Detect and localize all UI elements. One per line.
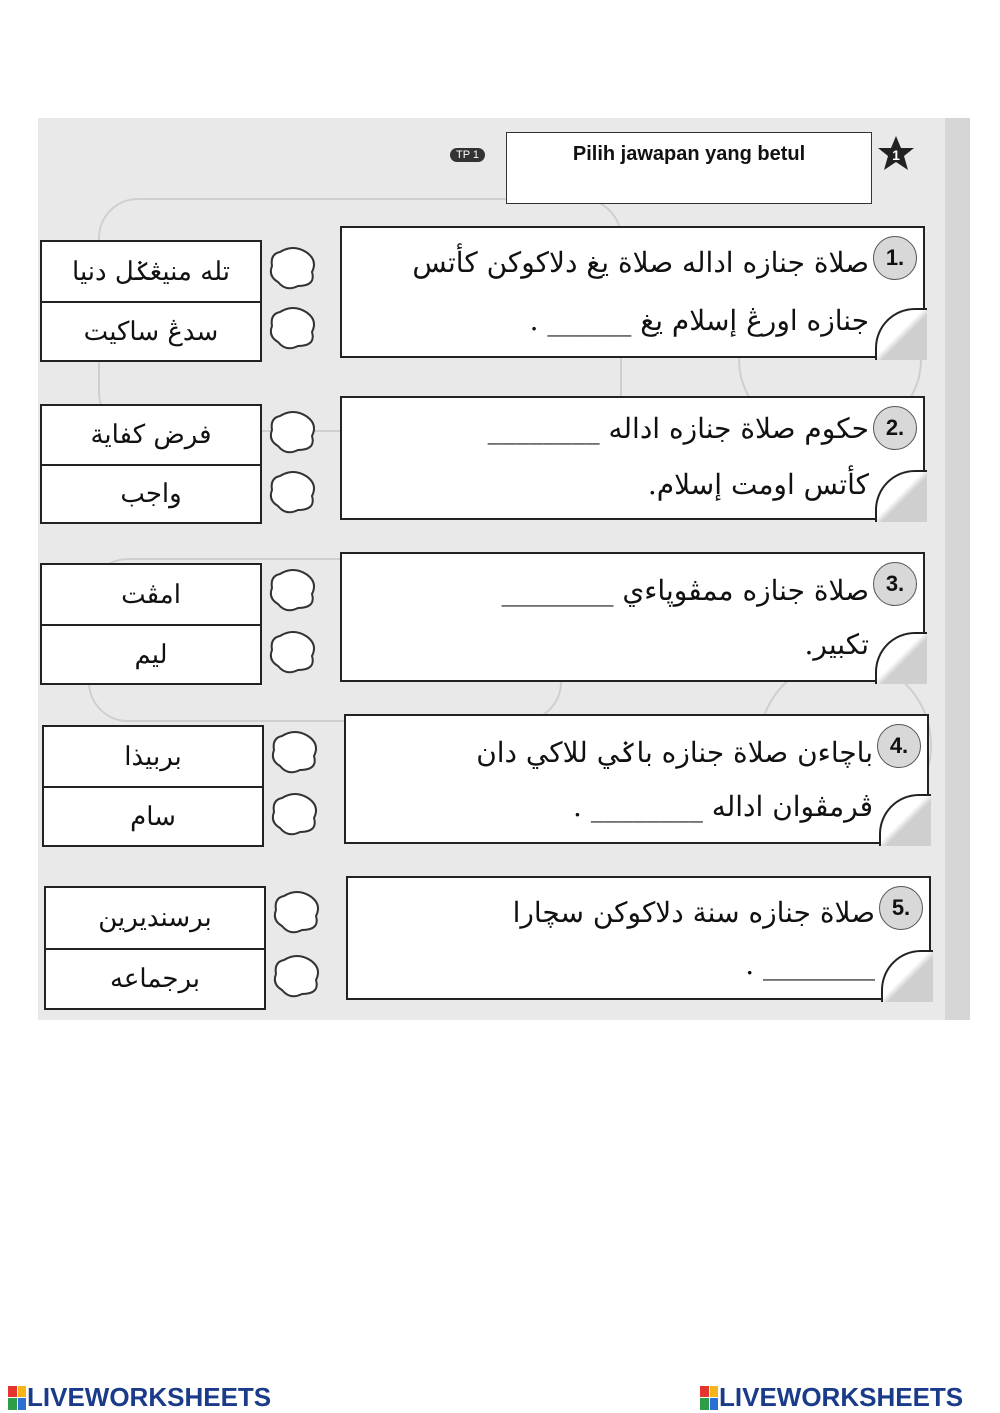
question-line: تكبير.	[804, 628, 869, 661]
page-curl-decoration	[875, 470, 927, 522]
question-line: باچاءن صلاة جنازه باݢي للاكي دان	[476, 736, 873, 769]
answer-bubble[interactable]	[270, 730, 320, 774]
question-number: 4.	[877, 724, 921, 768]
answer-bubble[interactable]	[268, 568, 318, 612]
answer-bubble[interactable]	[268, 410, 318, 454]
answer-bubble[interactable]	[268, 246, 318, 290]
answer-bubble[interactable]	[272, 890, 322, 934]
answer-options-5	[44, 886, 266, 1010]
svg-text:1: 1	[892, 147, 900, 163]
question-number: 3.	[873, 562, 917, 606]
question-line: صلاة جنازه سنة دلاكوكن سچارا	[512, 896, 875, 929]
question-line: صلاة جنازه اداله صلاة يغ دلاكوكن كأتس	[412, 246, 869, 279]
footer-logo-left	[8, 1382, 271, 1413]
question-box-4	[344, 714, 929, 844]
page-curl-decoration	[881, 950, 933, 1002]
question-box-5	[346, 876, 931, 1000]
answer-option[interactable]: سدڠ ساكيت	[42, 301, 260, 360]
question-box-2	[340, 396, 925, 520]
answer-options-3	[40, 563, 262, 685]
footer-logo-text: LIVEWORKSHEETS	[27, 1382, 272, 1412]
question-number: 1.	[873, 236, 917, 280]
footer-logo-text: LIVEWORKSHEETS	[719, 1382, 964, 1412]
scan-edge-shadow	[945, 118, 970, 1020]
question-box-1	[340, 226, 925, 358]
answer-option[interactable]: برجماعه	[46, 948, 264, 1008]
question-line: كأتس اومت إسلام.	[647, 468, 869, 501]
question-line: ________ .	[745, 948, 875, 981]
page-curl-decoration	[875, 632, 927, 684]
page-curl-decoration	[875, 308, 927, 360]
page-curl-decoration	[879, 794, 931, 846]
liveworksheets-logo-icon	[8, 1386, 26, 1410]
question-box-3	[340, 552, 925, 682]
worksheet-star-icon	[876, 134, 916, 174]
question-line: صلاة جنازه ممڤوڽاءي ________	[501, 574, 869, 607]
answer-option[interactable]: فرض كفاية	[90, 420, 212, 450]
answer-bubble[interactable]	[268, 630, 318, 674]
answer-bubble[interactable]	[270, 792, 320, 836]
answer-options-2	[40, 404, 262, 524]
answer-option[interactable]: امڤت	[121, 579, 181, 610]
tp-badge: TP 1	[450, 148, 485, 162]
answer-bubble[interactable]	[268, 470, 318, 514]
question-line: جنازه اورڠ إسلام يغ ______ .	[529, 304, 869, 337]
instruction-text: Pilih jawapan yang betul	[572, 143, 806, 165]
question-line: حكوم صلاة جنازه اداله ________	[487, 412, 869, 445]
answer-options-1	[40, 240, 262, 362]
question-line: ڤرمڤوان اداله ________ .	[573, 790, 873, 823]
liveworksheets-logo-icon	[700, 1386, 718, 1410]
footer-logo-right	[700, 1382, 963, 1413]
answer-option[interactable]: بربيذا	[124, 741, 182, 772]
answer-option[interactable]: واجب	[42, 464, 260, 522]
answer-options-4	[42, 725, 264, 847]
answer-option[interactable]: تله منيڠݢل دنيا	[72, 256, 230, 287]
answer-bubble[interactable]	[272, 954, 322, 998]
instruction-box	[506, 132, 872, 204]
answer-bubble[interactable]	[268, 306, 318, 350]
answer-option[interactable]: ليم	[42, 624, 260, 683]
answer-option[interactable]: برسنديرين	[98, 903, 212, 933]
answer-option[interactable]: سام	[44, 786, 262, 845]
question-number: 2.	[873, 406, 917, 450]
question-number: 5.	[879, 886, 923, 930]
